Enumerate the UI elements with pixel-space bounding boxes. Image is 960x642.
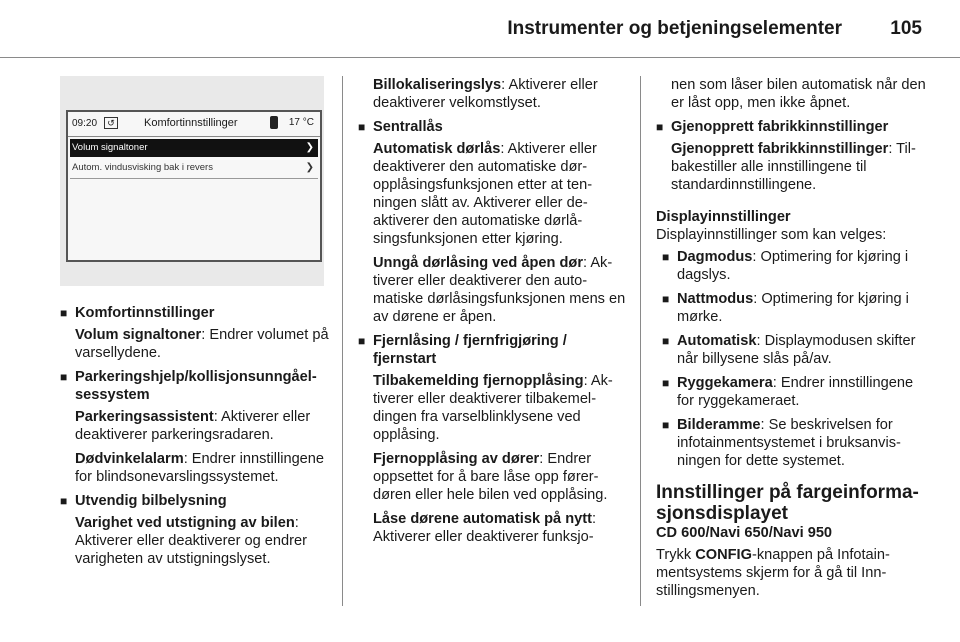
term: Automatisk: [677, 333, 757, 349]
description: : Aktiverer eller deaktiverer og endrer varigheten av utstigningslyset.: [75, 515, 307, 567]
description: : Displaymodusen skifter når billysene slås på/av.: [677, 333, 916, 367]
description: : Aktiverer eller deaktiverer den automatiske dørlåsingsfunksjonen mens en av dørene er åpen.: [373, 255, 626, 325]
list-item: [662, 248, 926, 284]
term: Låse dørene automatisk på nytt: [373, 511, 592, 527]
column-2: [358, 76, 630, 546]
term: Parkeringsassistent: [75, 409, 214, 425]
bullet-heading: ■ Utvendig bilbelysning: [60, 492, 330, 510]
description: : Optimering for kjøring i mørke.: [677, 291, 909, 325]
screen-separator: [68, 136, 320, 137]
description: : Se beskrivelsen for infotainmentsystemet i bruksanvisningen for dette systemet.: [677, 417, 901, 469]
back-icon: ↺: [104, 117, 118, 129]
term: Volum signaltoner: [75, 327, 202, 343]
term: Fjernopplåsing av dører: [373, 451, 540, 467]
page-header-title: Instrumenter og betjeningselementer: [507, 18, 842, 39]
paragraph: [656, 546, 926, 600]
paragraph: [60, 450, 330, 486]
list-item: [662, 416, 926, 470]
list-item: [662, 290, 926, 326]
display-screen: [66, 110, 322, 262]
display-mode-list: [656, 248, 926, 470]
menu-row-divider: [70, 178, 318, 179]
description: : Aktiverer eller deaktiverer parkeringsradaren.: [75, 409, 311, 443]
text: -knappen på Infotainmentsystems skjerm for å gå til Innstillingsmenyen.: [656, 547, 890, 599]
column-divider-left: [342, 76, 343, 606]
description: : Aktiverer eller deaktiverer den automatiske døropplåsingsfunksjonen etter at tenningen slått av. Aktiverer eller deaktiverer den automatiske dørlåsingsfunksjonen etter kjøring.: [373, 141, 597, 247]
list-item: [662, 374, 926, 410]
paragraph: [358, 76, 630, 112]
description: : Optimering for kjøring i dagslys.: [677, 249, 909, 283]
header-divider: [0, 57, 960, 58]
subheading: Displayinnstillinger: [656, 209, 791, 225]
term: Gjenopprett fabrikkinnstillinger: [671, 141, 889, 157]
bullet-heading: ■ Komfortinnstillinger: [60, 304, 330, 322]
description: : Tilbakestiller alle innstillingene til standardinnstillingene.: [671, 141, 916, 193]
screen-title: Komfortinnstillinger: [144, 117, 238, 129]
paragraph: [358, 510, 630, 546]
column-divider-right: [640, 76, 641, 606]
description: : Endrer volumet på varsellydene.: [75, 327, 329, 361]
menu-row-selected: [70, 139, 318, 157]
display-figure: [60, 76, 324, 286]
term: Bilderamme: [677, 417, 761, 433]
page-number: 105: [890, 18, 922, 39]
paragraph: [656, 140, 926, 194]
description: : Aktiverer eller deaktiverer velkomstlyset.: [373, 77, 598, 111]
paragraph: nen som låser bilen automatisk når den er låst opp, men ikke åpnet.: [671, 77, 926, 111]
paragraph: [60, 326, 330, 362]
bullet-heading: ■ Fjernlåsing / fjernfrigjøring / fjernstart: [358, 332, 630, 368]
description: : Aktiverer eller deaktiverer tilbakemeldingen fra varselblinklysene ved opplåsing.: [373, 373, 613, 443]
term: Nattmodus: [677, 291, 754, 307]
term: Dagmodus: [677, 249, 753, 265]
term: Varighet ved utstigning av bilen: [75, 515, 295, 531]
section-heading: Innstillinger på fargeinformasjonsdisplayet: [656, 482, 919, 524]
bullet-heading: ■ Parkeringshjelp/kollisjonsunngåelsessystem: [60, 368, 330, 404]
term: Billokaliseringslys: [373, 77, 502, 93]
paragraph: [60, 408, 330, 444]
paragraph: [358, 140, 630, 248]
column-1: [60, 304, 330, 568]
menu-row-label: Volum signaltoner: [72, 142, 148, 153]
chevron-right-icon: ❯: [305, 162, 314, 173]
menu-row: [70, 159, 318, 177]
paragraph: [358, 254, 630, 326]
term: Dødvinkelalarm: [75, 451, 184, 467]
menu-row-label: Autom. vindusvisking bak i revers: [72, 162, 213, 173]
term: Ryggekamera: [677, 375, 773, 391]
paragraph: [358, 372, 630, 444]
paragraph: [358, 450, 630, 504]
term: Automatisk dørlås: [373, 141, 501, 157]
bullet-heading: ■ Gjenopprett fabrikkinnstillinger: [656, 118, 926, 136]
description: : Endrer innstillingene for ryggekameraet.: [677, 375, 914, 409]
paragraph: Displayinnstillinger som kan velges:: [656, 227, 887, 243]
description: : Endrer oppsettet for å bare låse opp førerdøren eller hele bilen ved opplåsing.: [373, 451, 608, 503]
screen-clock: 09:20: [72, 118, 98, 129]
config-button-label: CONFIG: [695, 547, 752, 563]
description: : Aktiverer eller deaktiverer funksjo-: [373, 511, 597, 545]
thermometer-icon: [270, 116, 278, 129]
chevron-right-icon: ❯: [305, 142, 314, 153]
screen-temperature: 17 °C: [288, 117, 314, 128]
paragraph: [60, 514, 330, 568]
description: : Endrer innstillingene for blindsonevarslingssystemet.: [75, 451, 325, 485]
term: Tilbakemelding fjernopplåsing: [373, 373, 584, 389]
list-item: [662, 332, 926, 368]
term: Unngå dørlåsing ved åpen dør: [373, 255, 584, 271]
text: Trykk: [656, 547, 696, 563]
column-3: [656, 76, 926, 600]
bullet-heading: ■ Sentrallås: [358, 118, 630, 136]
model-list: CD 600/Navi 650/Navi 950: [656, 525, 833, 541]
